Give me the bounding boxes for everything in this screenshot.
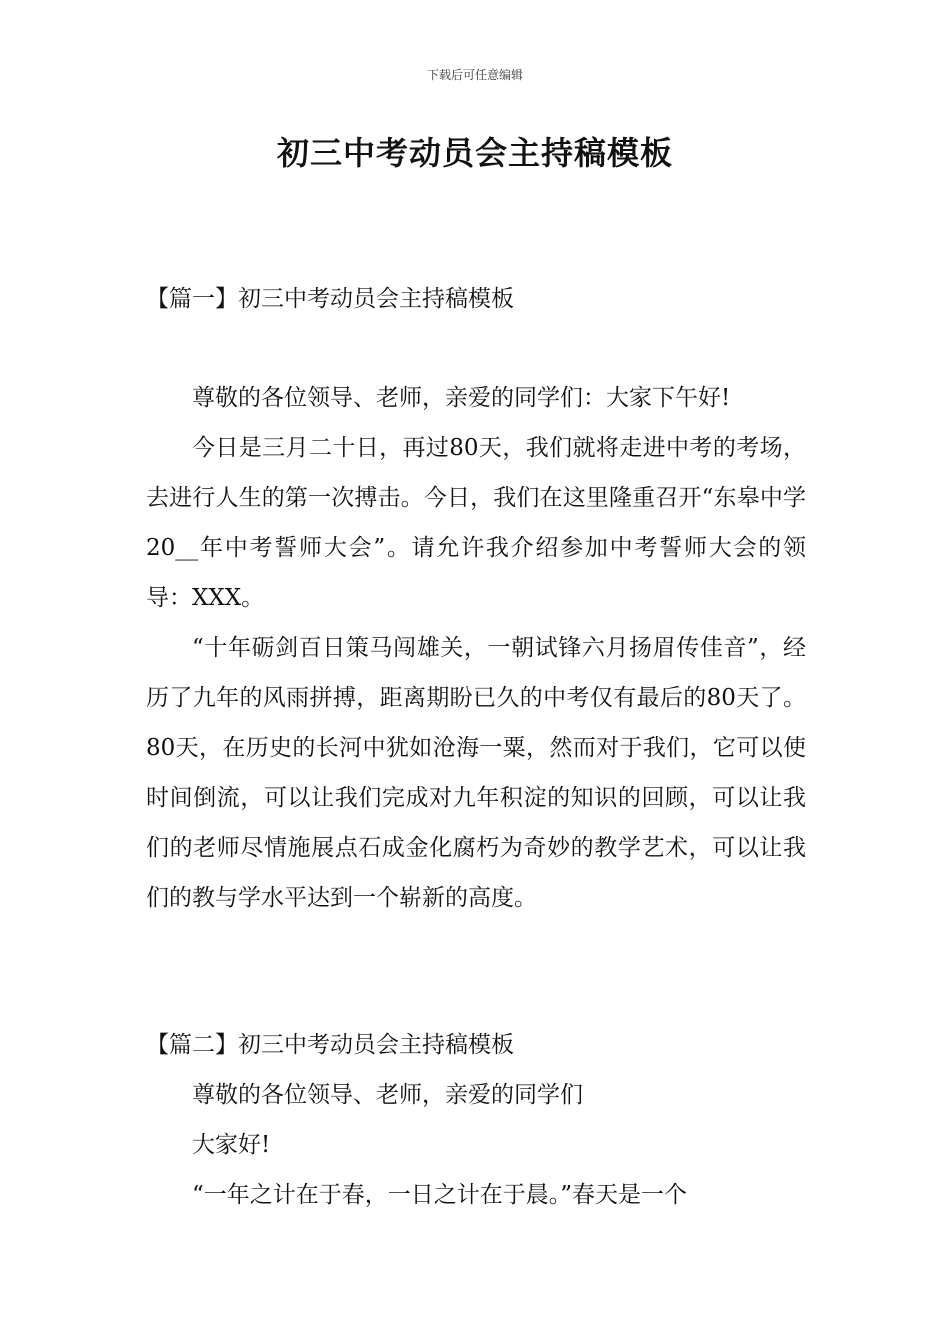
section-heading-2: 【篇二】初三中考动员会主持稿模板 [146, 1032, 514, 1058]
document-title: 初三中考动员会主持稿模板 [276, 134, 673, 172]
paragraph-line: 大家好! [192, 1132, 271, 1158]
paragraph: “十年砺剑百日策马闯雄关，一朝试锋六月扬眉传佳音”，经历了九年的风雨拼搏，距离期盼已久的中考仅有最后的80天了。80天，在历史的长河中犹如沧海一粟，然而对于我们，它可以使时间倒流，可以让我们完成对九年积淀的知识的回顾，可以让我们的老师尽情施展点石成金化腐朽为奇妙的教学艺术，可以让我们的教与学水平达到一个崭新的高度。 [146, 635, 806, 911]
paragraph-line: 尊敬的各位领导、老师，亲爱的同学们 [192, 1082, 583, 1108]
paragraph: 今日是三月二十日，再过80天，我们就将走进中考的考场，去进行人生的第一次搏击。今日，我们在这里隆重召开“东皋中学20__年中考誓师大会”。请允许我介绍参加中考誓师大会的领导：XXX。 [146, 435, 806, 611]
paragraph-line: “一年之计在于春，一日之计在于晨。”春天是一个 [192, 1182, 688, 1208]
section-heading-1: 【篇一】初三中考动员会主持稿模板 [146, 286, 514, 312]
paragraph: 尊敬的各位领导、老师，亲爱的同学们：大家下午好! [192, 385, 731, 411]
header-note: 下载后可任意编辑 [426, 68, 523, 82]
section-1-body [146, 373, 806, 923]
